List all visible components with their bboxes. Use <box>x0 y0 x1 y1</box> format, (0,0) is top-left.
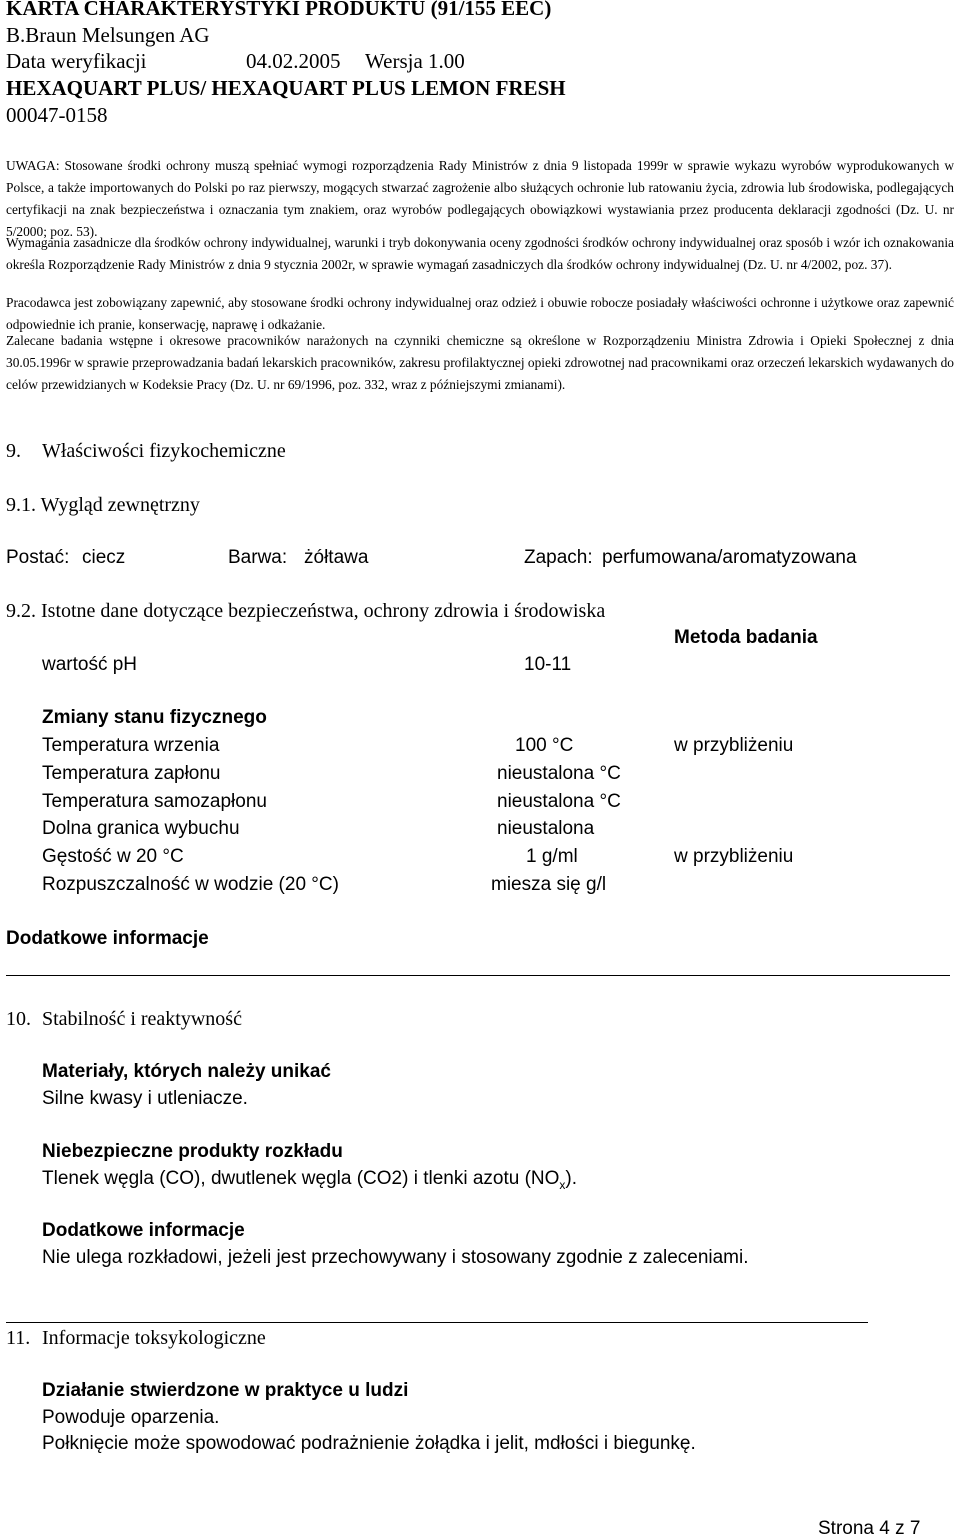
decomposition-title: Niebezpieczne produkty rozkładu <box>42 1141 343 1162</box>
physical-changes-title: Zmiany stanu fizycznego <box>42 707 267 728</box>
odor-value: perfumowana/aromatyzowana <box>602 547 857 568</box>
section-divider <box>6 1322 868 1323</box>
table-row-value: nieustalona <box>497 818 595 839</box>
color-label: Barwa: <box>228 547 288 568</box>
product-code: 00047-0158 <box>6 103 108 127</box>
section-10-number: 10. <box>6 1008 31 1030</box>
note-paragraph-1: UWAGA: Stosowane środki ochrony muszą spełniać wymogi rozporządzenia Rady Ministrów z dnia 9 listopada 1999r w sprawie wykazu wyrobów wyprodukowanych w Polsce, a także importowanych do Polski po raz pierwszy, mogących stwarzać zagrożenie albo służących ochronie lub ratowaniu życia, zdrowia lub środowiska, podlegających certyfikacji na znak bezpieczeństwa i oznaczania tym znakiem, oraz wyrobów podlegających obowiązkowi wystawiania przez producenta deklaracji zgodności (Dz. U. nr 5/2000; poz. 53). <box>6 158 954 239</box>
decomposition-text: Tlenek węgla (CO), dwutlenek węgla (CO2) i tlenki azotu $(NO_x)$. <box>42 1168 578 1192</box>
color-value: żółtawa <box>304 547 369 568</box>
section-9-number: 9. <box>6 440 21 462</box>
table-row-label: Dolna granica wybuchu <box>42 818 240 839</box>
additional-info-title: Dodatkowe informacje <box>6 928 209 949</box>
table-row-value: nieustalona °C <box>497 763 621 784</box>
verification-date: 04.02.2005 <box>246 49 341 73</box>
section-9-title: Właściwości fizykochemiczne <box>42 440 286 462</box>
method-header: Metoda badania <box>674 627 818 648</box>
table-row-label: Temperatura zapłonu <box>42 763 221 784</box>
human-effects-text-2: Połknięcie może spowodować podrażnienie żołądka i jelit, mdłości i biegunkę. <box>42 1433 696 1454</box>
company-name: B.Braun Melsungen AG <box>6 23 210 47</box>
section-divider <box>6 975 950 976</box>
section-9-1-title: 9.1. Wygląd zewnętrzny <box>6 494 200 516</box>
extra-info-text: Nie ulega rozkładowi, jeżeli jest przechowywany i stosowany zgodnie z zaleceniami. <box>42 1247 749 1268</box>
table-row-label: Rozpuszczalność w wodzie (20 °C) <box>42 874 339 895</box>
form-label: Postać: <box>6 547 70 568</box>
materials-to-avoid-title: Materiały, których należy unikać <box>42 1061 331 1082</box>
page-number: Strona 4 z 7 <box>818 1518 921 1539</box>
note-paragraph-3: Pracodawca jest zobowiązany zapewnić, aby stosowane środki ochrony indywidualnej oraz odzież i obuwie robocze posiadały właściwości ochronne i użytkowe oraz zapewnić odpowiednie ich pranie, konserwację, naprawę i odkażanie. <box>6 295 954 332</box>
table-row-value: nieustalona °C <box>497 791 621 812</box>
ph-value: 10-11 <box>524 654 572 675</box>
table-row-note: w przybliżeniu <box>674 846 794 867</box>
note-paragraph-4: Zalecane badania wstępne i okresowe pracowników narażonych na czynniki chemiczne są określone w Rozporządzeniu Ministra Zdrowia i Opieki Społecznej z dnia 30.05.1996r w sprawie przeprowadzania badań lekarskich pracowników, zakresu profilaktycznej opieki zdrowotnej nad pracownikami oraz orzeczeń lekarskich wydawanych do celów przewidzianych w Kodeksie Pracy (Dz. U. nr 69/1996, poz. 332, wraz z późniejszymi zmianami). <box>6 333 955 392</box>
form-value: ciecz <box>82 547 126 568</box>
table-row-value: 100 °C <box>515 735 574 756</box>
section-10-title: Stabilność i reaktywność <box>42 1008 242 1030</box>
table-row-value: miesza się g/l <box>491 874 607 895</box>
table-row-label: Temperatura samozapłonu <box>42 791 267 812</box>
materials-to-avoid-text: Silne kwasy i utleniacze. <box>42 1088 248 1109</box>
version: Wersja 1.00 <box>365 49 465 73</box>
note-paragraph-2: Wymagania zasadnicze dla środków ochrony indywidualnej, warunki i tryb dokonywania oceny zgodności środków ochrony indywidualnej oraz sposób i wzór ich oznakowania określa Rozporządzenie Rady Ministrów z dnia 9 stycznia 2002r, w sprawie wymagań zasadniczych dla środków ochrony indywidualnej (Dz. U. nr 4/2002, poz. 37). <box>6 235 954 272</box>
human-effects-title: Działanie stwierdzone w praktyce u ludzi <box>42 1380 409 1401</box>
odor-label: Zapach: <box>524 547 593 568</box>
document-title: KARTA CHARAKTERYSTYKI PRODUKTU (91/155 EEC) <box>6 0 552 20</box>
section-11-title: Informacje toksykologiczne <box>42 1327 266 1349</box>
table-row-value: 1 g/ml <box>526 846 578 867</box>
table-row-label: Gęstość w 20 °C <box>42 846 184 867</box>
table-row-label: Temperatura wrzenia <box>42 735 220 756</box>
table-row-note: w przybliżeniu <box>674 735 794 756</box>
human-effects-text-1: Powoduje oparzenia. <box>42 1407 220 1428</box>
extra-info-title: Dodatkowe informacje <box>42 1220 245 1241</box>
section-11-number: 11. <box>6 1327 31 1349</box>
section-9-2-title: 9.2. Istotne dane dotyczące bezpieczeństwa, ochrony zdrowia i środowiska <box>6 600 606 622</box>
product-name: HEXAQUART PLUS/ HEXAQUART PLUS LEMON FRESH <box>6 76 566 100</box>
verification-label: Data weryfikacji <box>6 49 147 73</box>
ph-label: wartość pH <box>42 654 138 675</box>
